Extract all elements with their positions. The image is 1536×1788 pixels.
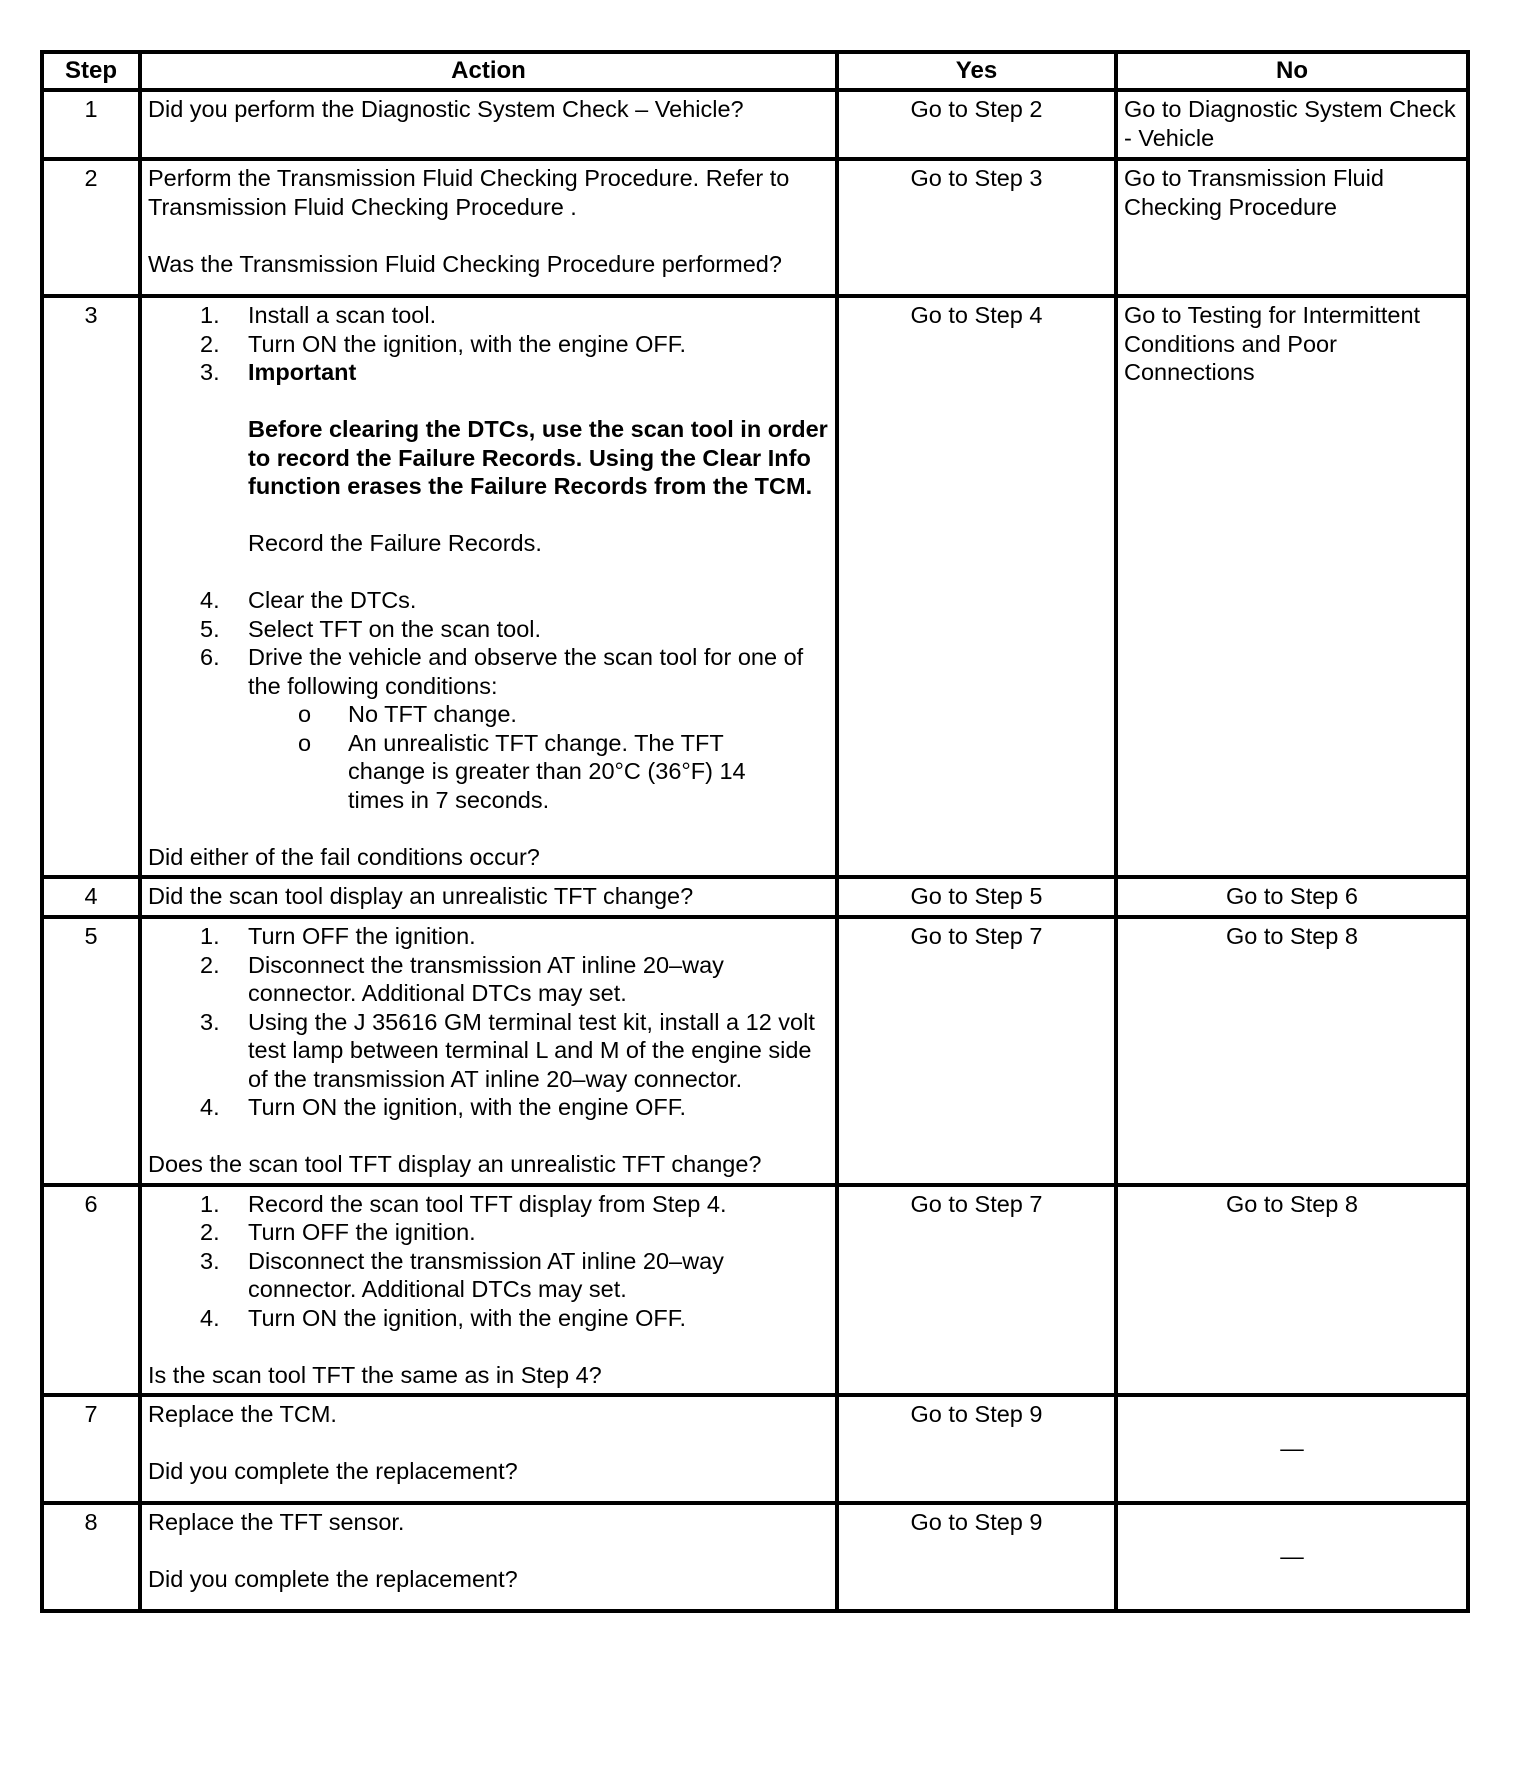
list-item: 3. Using the J 35616 GM terminal test kit, install a 12 volt test lamp between terminal L and M of the engine side of the transmission AT inline 20–way connector.	[200, 1008, 815, 1092]
action-cell	[140, 1503, 837, 1611]
action-cell	[140, 296, 837, 877]
step-number: 4	[42, 877, 140, 917]
action-cell	[140, 917, 837, 1185]
action-question: Did you complete the replacement?	[148, 1566, 518, 1592]
table-row	[42, 917, 1468, 1185]
no-cell: Go to Diagnostic System Check - Vehicle	[1116, 90, 1468, 159]
no-cell: —	[1116, 1395, 1468, 1503]
yes-cell: Go to Step 7	[837, 1185, 1116, 1396]
yes-cell: Go to Step 9	[837, 1503, 1116, 1611]
list-item: 6. Drive the vehicle and observe the scan tool for one of the following conditions: o No TFT change. o An unrealistic TFT change. The TFT change is greater than 20°C (36°F) 14 times in 7 seconds.	[148, 643, 829, 814]
diagnostic-table	[40, 50, 1470, 1613]
yes-cell: Go to Step 7	[837, 917, 1116, 1185]
table-row	[42, 877, 1468, 917]
list-item: 4. Turn ON the ignition, with the engine OFF.	[200, 1094, 687, 1120]
condition-list	[148, 700, 829, 814]
action-cell	[140, 1185, 837, 1396]
procedure-list	[148, 1190, 829, 1333]
action-instruction: Replace the TCM.	[148, 1401, 337, 1427]
step-number: 6	[42, 1185, 140, 1396]
action-cell: Did the scan tool display an unrealistic TFT change?	[140, 877, 837, 917]
list-item: 5. Select TFT on the scan tool.	[200, 615, 542, 642]
important-label: Important	[248, 359, 357, 385]
yes-cell: Go to Step 5	[837, 877, 1116, 917]
table-row	[42, 159, 1468, 296]
condition-item: o No TFT change.	[298, 701, 517, 727]
header-step: Step	[42, 52, 140, 90]
procedure-list	[148, 922, 829, 1122]
yes-cell: Go to Step 9	[837, 1395, 1116, 1503]
no-cell: —	[1116, 1503, 1468, 1611]
procedure-list	[148, 301, 829, 387]
action-cell: Did you perform the Diagnostic System Check – Vehicle?	[140, 90, 837, 159]
header-no: No	[1116, 52, 1468, 90]
action-question: Is the scan tool TFT the same as in Step 4?	[148, 1361, 602, 1388]
list-item: 2. Turn OFF the ignition.	[200, 1219, 476, 1245]
no-cell: Go to Step 8	[1116, 917, 1468, 1185]
action-question: Was the Transmission Fluid Checking Procedure performed?	[148, 250, 782, 277]
record-instruction: Record the Failure Records.	[248, 530, 542, 556]
step-number: 2	[42, 159, 140, 296]
yes-cell: Go to Step 2	[837, 90, 1116, 159]
list-item: 1. Turn OFF the ignition.	[200, 923, 476, 949]
header-action: Action	[140, 52, 837, 90]
table-row	[42, 1503, 1468, 1611]
yes-cell: Go to Step 3	[837, 159, 1116, 296]
list-item: 2. Disconnect the transmission AT inline 20–way connector. Additional DTCs may set.	[200, 951, 724, 1006]
table-row	[42, 296, 1468, 877]
step-number: 7	[42, 1395, 140, 1503]
list-item: 1. Install a scan tool.	[200, 302, 437, 328]
step-number: 3	[42, 296, 140, 877]
list-item: 4. Turn ON the ignition, with the engine OFF.	[200, 1304, 687, 1331]
list-item: 4. Clear the DTCs.	[200, 587, 417, 613]
no-cell: Go to Step 8	[1116, 1185, 1468, 1396]
action-instruction: Perform the Transmission Fluid Checking Procedure. Refer to Transmission Fluid Checking Procedure .	[148, 165, 790, 220]
header-row	[42, 52, 1468, 90]
yes-cell: Go to Step 4	[837, 296, 1116, 877]
action-cell	[140, 159, 837, 296]
action-question: Did either of the fail conditions occur?	[148, 843, 540, 870]
header-yes: Yes	[837, 52, 1116, 90]
table-row	[42, 90, 1468, 159]
action-question: Did you complete the replacement?	[148, 1458, 518, 1484]
step-number: 8	[42, 1503, 140, 1611]
action-question: Does the scan tool TFT display an unrealistic TFT change?	[148, 1151, 762, 1177]
list-item: 3. Disconnect the transmission AT inline 20–way connector. Additional DTCs may set.	[200, 1247, 724, 1302]
action-instruction: Replace the TFT sensor.	[148, 1509, 405, 1535]
action-cell	[140, 1395, 837, 1503]
no-cell: Go to Testing for Intermittent Conditions and Poor Connections	[1116, 296, 1468, 877]
list-item: 1. Record the scan tool TFT display from Step 4.	[200, 1190, 727, 1217]
important-note: Before clearing the DTCs, use the scan tool in order to record the Failure Records. Using the Clear Info function erases the Failure Records from the TCM.	[248, 416, 828, 499]
no-cell: Go to Step 6	[1116, 877, 1468, 917]
table-row	[42, 1395, 1468, 1503]
step-number: 1	[42, 90, 140, 159]
procedure-list	[148, 586, 829, 814]
no-cell: Go to Transmission Fluid Checking Procedure	[1116, 159, 1468, 296]
table-row	[42, 1185, 1468, 1396]
step-number: 5	[42, 917, 140, 1185]
condition-item: o An unrealistic TFT change. The TFT change is greater than 20°C (36°F) 14 times in 7 seconds.	[298, 729, 746, 813]
list-item: 2. Turn ON the ignition, with the engine OFF.	[200, 330, 687, 357]
list-item: 3. Important	[200, 359, 357, 385]
